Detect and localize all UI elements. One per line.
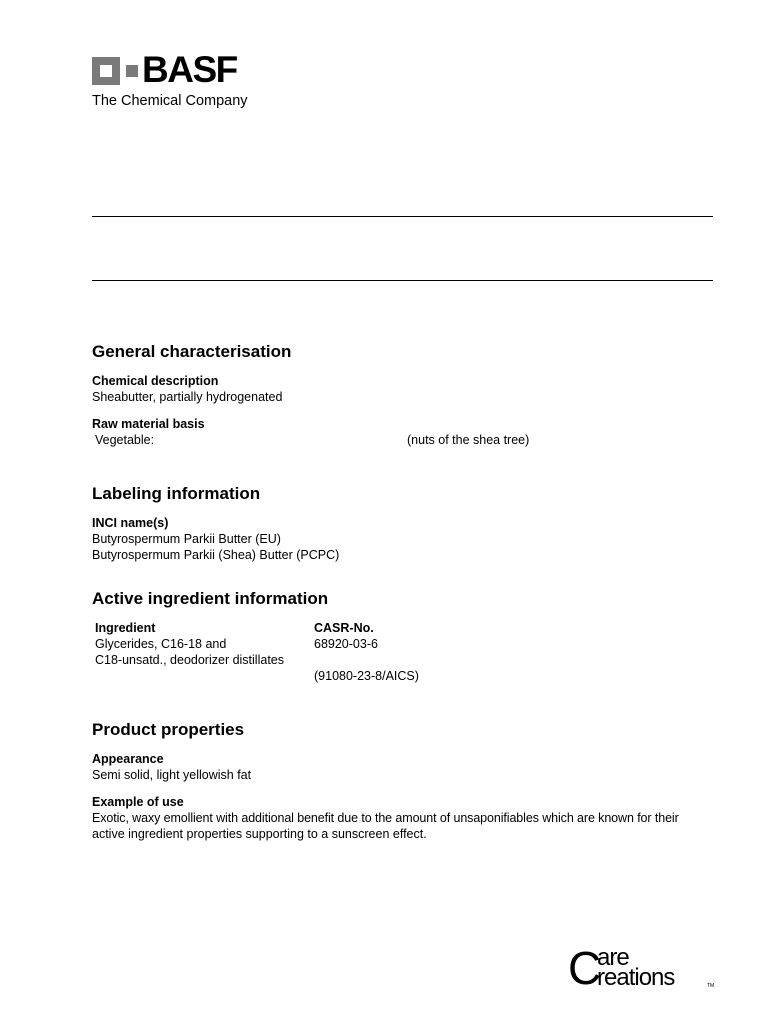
care-creations-initial: C (568, 942, 602, 990)
care-creations-logo-mark (568, 940, 718, 990)
ingredient-column-header: Ingredient (95, 621, 156, 635)
appearance-value: Semi solid, light yellowish fat (92, 768, 252, 782)
logo-wordmark: BASF (142, 49, 237, 90)
example-of-use-label: Example of use (92, 795, 184, 809)
casr-column-header: CASR-No. (314, 621, 374, 635)
inci-name: Butyrospermum Parkii Butter (EU) (92, 532, 281, 546)
raw-material-label: Raw material basis (92, 417, 205, 431)
example-of-use-value: Exotic, waxy emollient with additional benefit due to the amount of unsaponifiables which are known for their (92, 811, 679, 825)
logo-square-small (126, 65, 138, 77)
casr-number: 68920-03-6 (314, 637, 378, 651)
ingredient-name: C18-unsatd., deodorizer distillates (95, 653, 284, 667)
chemical-description-value: Sheabutter, partially hydrogenated (92, 390, 283, 404)
logo-square-large (92, 57, 120, 85)
raw-material-key: Vegetable: (95, 433, 155, 447)
casr-number: (91080-23-8/AICS) (314, 669, 419, 683)
example-of-use-value: active ingredient properties supporting to a sunscreen effect. (92, 827, 427, 841)
care-creations-logo (568, 940, 718, 990)
chemical-description-label: Chemical description (92, 374, 219, 388)
inci-name: Butyrospermum Parkii (Shea) Butter (PCPC) (92, 548, 340, 562)
inci-label: INCI name(s) (92, 516, 169, 530)
raw-material-value: (nuts of the shea tree) (407, 433, 530, 447)
ingredient-name: Glycerides, C16-18 and (95, 637, 227, 651)
company-tagline: The Chemical Company (92, 93, 248, 109)
section-heading-active: Active ingredient information (92, 589, 329, 608)
section-heading-general: General characterisation (92, 342, 292, 361)
divider-top (92, 216, 713, 217)
appearance-label: Appearance (92, 752, 164, 766)
care-creations-line2: reations (597, 964, 675, 990)
section-heading-product: Product properties (92, 720, 245, 739)
care-creations-line1: are (597, 944, 629, 971)
section-heading-labeling: Labeling information (92, 484, 261, 503)
care-creations-trademark: TM (707, 983, 715, 989)
divider-bottom (92, 280, 713, 281)
